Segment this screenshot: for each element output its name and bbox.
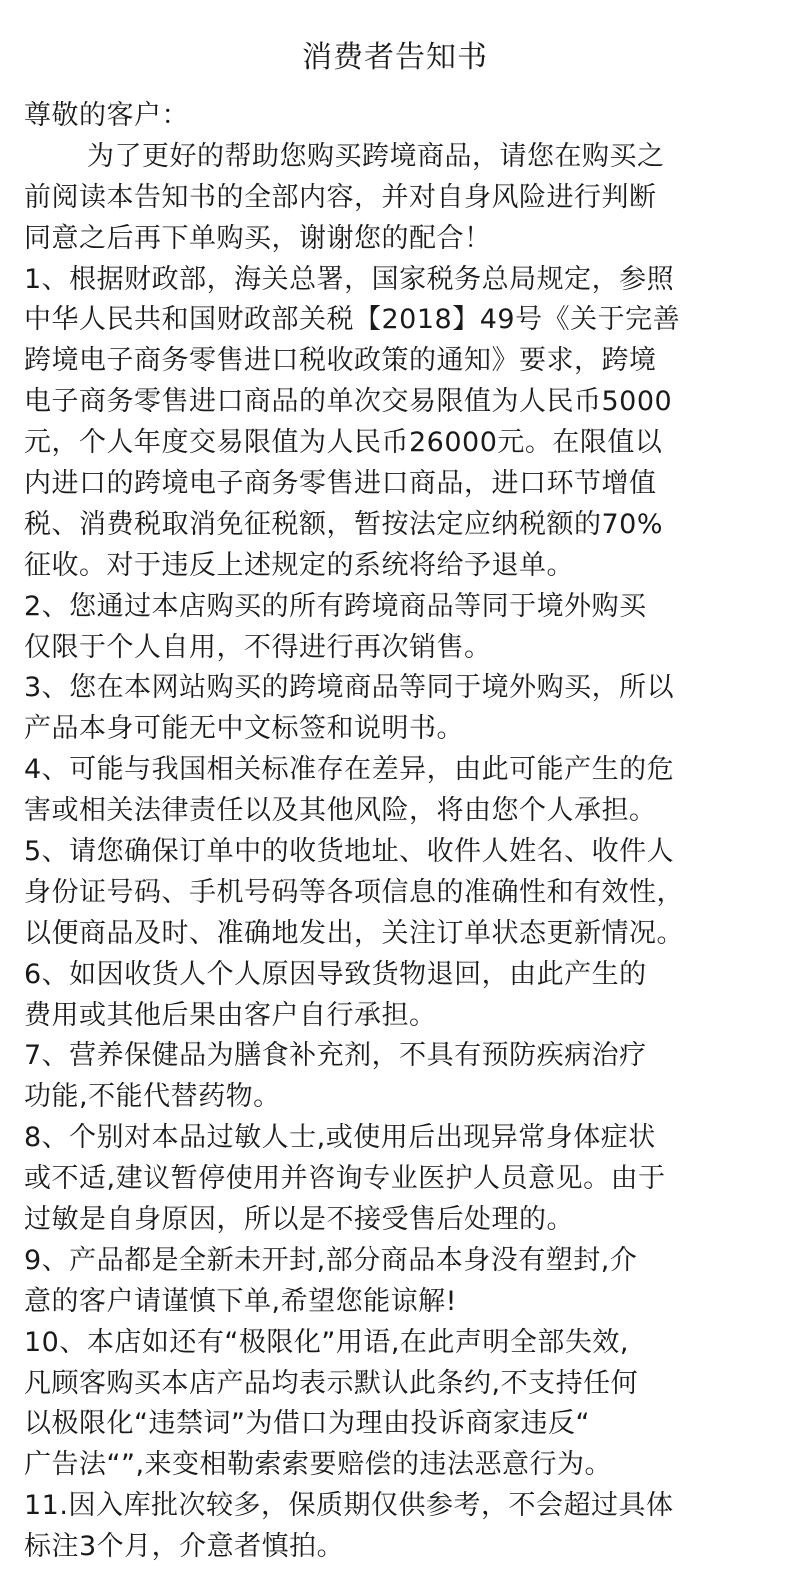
clause-line: 中华人民共和国财政部关税【2018】49号《关于完善 <box>24 304 681 336</box>
clause-line: 或不适,建议暂停使用并咨询专业医护人员意见。由于 <box>24 1163 666 1195</box>
intro-line-2: 前阅读本告知书的全部内容，并对自身风险进行判断 <box>24 181 657 213</box>
clause-line: 10、本店如还有“极限化”用语,在此声明全部失效, <box>24 1326 629 1358</box>
clause-line: 8、个别对本品过敏人士,或使用后出现异常身体症状 <box>24 1122 656 1154</box>
intro-line-3: 同意之后再下单购买，谢谢您的配合！ <box>24 222 492 254</box>
intro-line-1: 为了更好的帮助您购买跨境商品，请您在购买之 <box>87 140 665 172</box>
clause-line: 以便商品及时、准确地发出，关注订单状态更新情况。 <box>24 917 684 949</box>
clause-line: 广告法“”,来变相勒索索要赔偿的违法恶意行为。 <box>24 1449 613 1481</box>
clause-line: 过敏是自身原因，所以是不接受售后处理的。 <box>24 1204 574 1235</box>
clause-line: 元，个人年度交易限值为人民币26000元。在限值以 <box>24 427 663 459</box>
clause-line: 凡顾客购买本店产品均表示默认此条约,不支持任何 <box>24 1367 639 1399</box>
clause-line: 9、产品都是全新未开封,部分商品本身没有塑封,介 <box>24 1244 638 1276</box>
clause-line: 6、如因收货人个人原因导致货物退回，由此产生的 <box>24 958 647 990</box>
clause-line: 税、消费税取消免征税额，暂按法定应纳税额的70% <box>24 508 664 540</box>
clause-line: 意的客户请谨慎下单,希望您能谅解! <box>24 1285 457 1317</box>
clause-line: 3、您在本网站购买的跨境商品等同于境外购买，所以 <box>24 672 675 704</box>
clause-line: 跨境电子商务零售进口税收政策的通知》要求，跨境 <box>24 345 657 377</box>
salutation-line: 尊敬的客户： <box>24 100 189 131</box>
clause-line: 标注3个月，介意者慎拍。 <box>24 1531 345 1563</box>
clause-line: 以极限化“违禁词”为借口为理由投诉商家违反“ <box>24 1408 590 1440</box>
clause-line: 仅限于个人自用，不得进行再次销售。 <box>24 631 492 663</box>
clause-line: 4、可能与我国相关标准存在差异，由此可能产生的危 <box>24 754 675 786</box>
clause-line: 征收。对于违反上述规定的系统将给予退单。 <box>24 549 574 581</box>
clause-line: 2、您通过本店购买的所有跨境商品等同于境外购买 <box>24 590 647 622</box>
clause-line: 产品本身可能无中文标签和说明书。 <box>24 713 464 745</box>
clause-line: 费用或其他后果由客户自行承担。 <box>24 999 437 1031</box>
clause-line: 害或相关法律责任以及其他风险，将由您个人承担。 <box>24 795 657 827</box>
clause-line: 内进口的跨境电子商务零售进口商品，进口环节增值 <box>24 468 657 499</box>
clause-line: 5、请您确保订单中的收货地址、收件人姓名、收件人 <box>24 836 675 867</box>
clause-line: 身份证号码、手机号码等各项信息的准确性和有效性， <box>24 876 684 908</box>
page-title: 消费者告知书 <box>302 40 488 75</box>
clause-line: 1、根据财政部，海关总署，国家税务总局规定，参照 <box>24 263 675 295</box>
clause-line: 11.因入库批次较多，保质期仅供参考，不会超过具体 <box>24 1490 674 1522</box>
clause-line: 电子商务零售进口商品的单次交易限值为人民币5000 <box>24 386 673 418</box>
clause-line: 功能,不能代替药物。 <box>24 1081 281 1113</box>
clause-line: 7、营养保健品为膳食补充剂，不具有预防疾病治疗 <box>24 1040 647 1072</box>
